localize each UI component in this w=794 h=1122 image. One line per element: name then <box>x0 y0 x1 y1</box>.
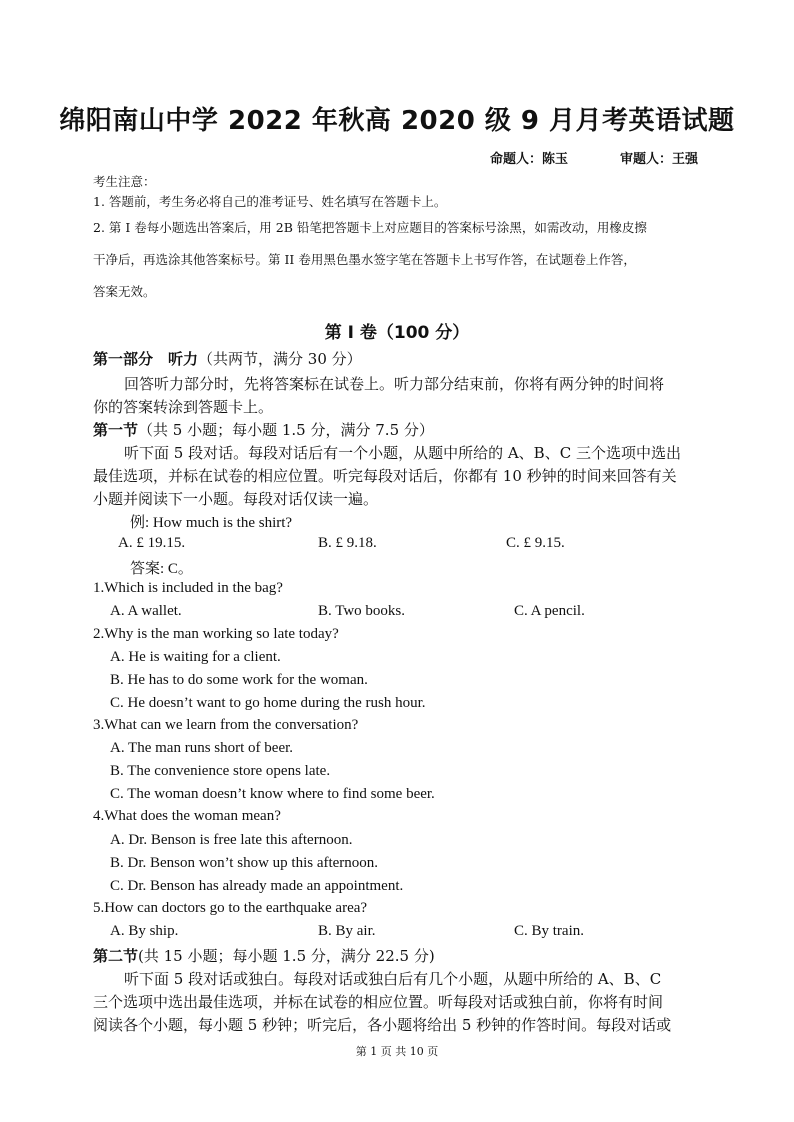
page-footer: 第 1 页 共 10 页 <box>355 1045 439 1058</box>
example-answer: 答案: C。 <box>130 561 193 577</box>
notes-line-2b: 干净后，再选涂其他答案标号。第 II 卷用黑色墨水签字笔在答题卡上书写作答，在试题卷上作答， <box>93 252 636 267</box>
option-b: B. Two books. <box>318 603 406 619</box>
option-a: A. He is waiting for a client. <box>110 649 281 665</box>
question-stem: 4.What does the woman mean? <box>93 808 281 824</box>
notes-line-1: 1. 答题前，考生务必将自己的准考证号、姓名填写在答题卡上。 <box>93 194 447 209</box>
option-c: C. He doesn’t want to go home during the rush hour. <box>110 695 426 711</box>
part1-intro-b: 你的答案转涂到答题卡上。 <box>93 398 274 416</box>
example-option-c: C. £ 9.15. <box>506 535 565 551</box>
option-b: B. Dr. Benson won’t show up this afternoon. <box>110 855 379 871</box>
reviewer-label: 审题人：王强 <box>620 152 699 167</box>
section2-intro-a: 听下面 5 段对话或独白。每段对话或独白后有几个小题，从题中所给的 A、B、C <box>124 970 662 988</box>
section2-heading <box>93 945 435 966</box>
part1-intro-a: 回答听力部分时，先将答案标在试卷上。听力部分结束前，你将有两分钟的时间将 <box>124 375 665 393</box>
part1-label: 第一部分 听力 <box>93 350 199 368</box>
section1-meta: （共 5 小题；每小题 1.5 分，满分 7.5 分） <box>138 421 434 439</box>
example-option-b: B. £ 9.18. <box>318 535 377 551</box>
section2-intro-c: 阅读各个小题，每小题 5 秒钟；听完后，各小题将给出 5 秒钟的作答时间。每段对话或 <box>93 1016 672 1034</box>
section1-label: 第一节 <box>93 421 139 439</box>
section2-intro-b: 三个选项中选出最佳选项，并标在试卷的相应位置。听每段对话或独白前，你将有时间 <box>93 993 664 1011</box>
option-b: B. The convenience store opens late. <box>110 763 331 779</box>
part1-heading <box>93 348 362 369</box>
option-a: A. Dr. Benson is free late this afternoon. <box>110 832 353 848</box>
setter-label: 命题人：陈玉 <box>490 152 569 167</box>
option-b: B. By air. <box>318 923 376 939</box>
option-c: C. The woman doesn’t know where to find some beer. <box>110 786 435 802</box>
option-a: A. The man runs short of beer. <box>110 740 294 756</box>
volume-title: 第 I 卷（100 分） <box>324 323 470 343</box>
question-stem: 1.Which is included in the bag? <box>93 580 283 596</box>
notes-line-2a: 2. 第 I 卷每小题选出答案后，用 2B 铅笔把答题卡上对应题目的答案标号涂黑，如需改动，用橡皮擦 <box>93 220 647 235</box>
option-c: C. A pencil. <box>514 603 585 619</box>
exam-title: 绵阳南山中学 2022 年秋高 2020 级 9 月月考英语试题 <box>59 106 735 136</box>
question-stem: 5.How can doctors go to the earthquake area? <box>93 900 368 916</box>
notes-line-2c: 答案无效。 <box>93 284 156 299</box>
section2-label: 第二节 <box>93 947 139 965</box>
section1-intro-a: 听下面 5 段对话。每段对话后有一个小题，从题中所给的 A、B、C 三个选项中选出 <box>124 444 681 462</box>
notes-heading: 考生注意： <box>93 174 156 189</box>
option-a: A. By ship. <box>110 923 179 939</box>
example-option-a: A. £ 19.15. <box>118 535 186 551</box>
question-stem: 2.Why is the man working so late today? <box>93 626 339 642</box>
section1-intro-b: 最佳选项，并标在试卷的相应位置。听完每段对话后，你都有 10 秒钟的时间来回答有关 <box>93 467 677 485</box>
question-stem: 3.What can we learn from the conversation? <box>93 717 359 733</box>
option-c: C. Dr. Benson has already made an appointment. <box>110 878 404 894</box>
option-a: A. A wallet. <box>110 603 182 619</box>
option-b: B. He has to do some work for the woman. <box>110 672 368 688</box>
part1-meta: （共两节，满分 30 分） <box>198 350 362 368</box>
option-c: C. By train. <box>514 923 584 939</box>
section1-heading <box>93 419 434 440</box>
example-question: 例: How much is the shirt? <box>130 515 293 531</box>
section1-intro-c: 小题并阅读下一小题。每段对话仅读一遍。 <box>93 490 379 508</box>
section2-meta: (共 15 小题；每小题 1.5 分，满分 22.5 分) <box>138 947 435 965</box>
